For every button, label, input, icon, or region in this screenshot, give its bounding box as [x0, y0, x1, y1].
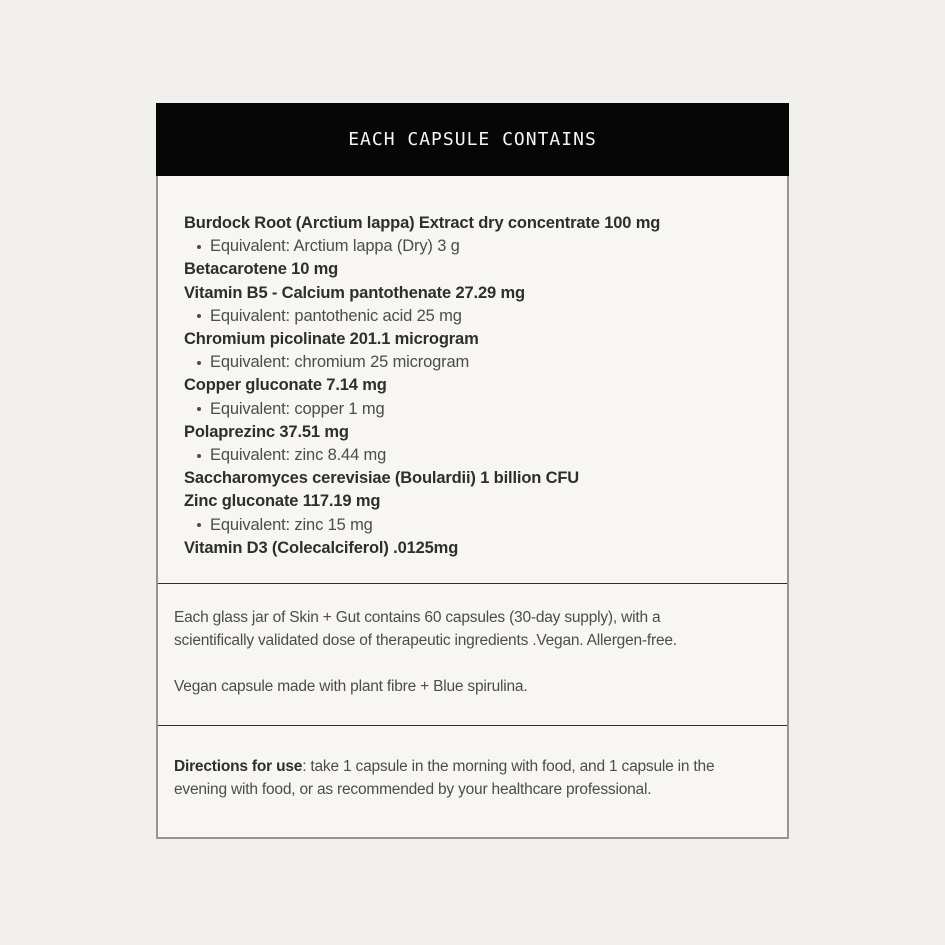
ingredients-section: [158, 176, 787, 583]
ingredient-name: Zinc gluconate 117.19 mg: [184, 492, 381, 511]
ingredient-equivalent: [184, 398, 769, 421]
ingredient-name: Chromium picolinate 201.1 microgram: [184, 330, 479, 349]
bullet-icon: [197, 407, 201, 411]
supplement-label-card: [156, 103, 789, 839]
directions-label: Directions for use: [174, 758, 303, 775]
ingredient-equivalent-text: Equivalent: zinc 15 mg: [210, 515, 373, 534]
ingredient-name: Burdock Root (Arctium lappa) Extract dry concentrate 100 mg: [184, 214, 661, 232]
ingredient-equivalent: [184, 351, 769, 374]
directions-section: [158, 725, 787, 837]
ingredient-equivalent-text: Equivalent: copper 1 mg: [210, 399, 385, 418]
label-body: [156, 176, 789, 839]
ingredient-name: Polaprezinc 37.51 mg: [184, 422, 349, 441]
ingredient-equivalent: [184, 235, 769, 258]
supply-note-section: [158, 583, 787, 725]
bullet-icon: [197, 523, 201, 527]
ingredient-name: Betacarotene 10 mg: [184, 260, 339, 279]
ingredient-equivalent: [184, 444, 769, 467]
ingredient-name: Saccharomyces cerevisiae (Boulardii) 1 billion CFU: [184, 469, 580, 488]
ingredient-equivalent: [184, 514, 769, 537]
label-header: [156, 103, 789, 176]
directions-line: evening with food, or as recommended by your healthcare professional.: [174, 781, 652, 799]
ingredient-name: Vitamin B5 - Calcium pantothenate 27.29 mg: [184, 283, 525, 302]
label-header-title: EACH CAPSULE CONTAINS: [348, 129, 597, 150]
ingredient-equivalent-text: Equivalent: pantothenic acid 25 mg: [210, 306, 462, 325]
supply-note-line: scientifically validated dose of therapeutic ingredients .Vegan. Allergen-free.: [174, 632, 677, 650]
bullet-icon: [197, 454, 201, 458]
capsule-note: Vegan capsule made with plant fibre + Blue spirulina.: [174, 678, 528, 696]
ingredient-equivalent-text: Equivalent: Arctium lappa (Dry) 3 g: [210, 237, 460, 256]
bullet-icon: [197, 314, 201, 318]
ingredient-equivalent-text: Equivalent: zinc 8.44 mg: [210, 446, 387, 465]
ingredient-name: Vitamin D3 (Colecalciferol) .0125mg: [184, 538, 459, 557]
bullet-icon: [197, 245, 201, 249]
ingredient-name: Copper gluconate 7.14 mg: [184, 376, 387, 395]
directions-text: : take 1 capsule in the morning with food, and 1 capsule in the: [302, 758, 715, 775]
ingredient-equivalent: [184, 305, 769, 328]
directions-line: [174, 755, 771, 778]
supply-note-line: Each glass jar of Skin + Gut contains 60 capsules (30-day supply), with a: [174, 609, 661, 626]
ingredient-equivalent-text: Equivalent: chromium 25 microgram: [210, 353, 470, 372]
bullet-icon: [197, 361, 201, 365]
